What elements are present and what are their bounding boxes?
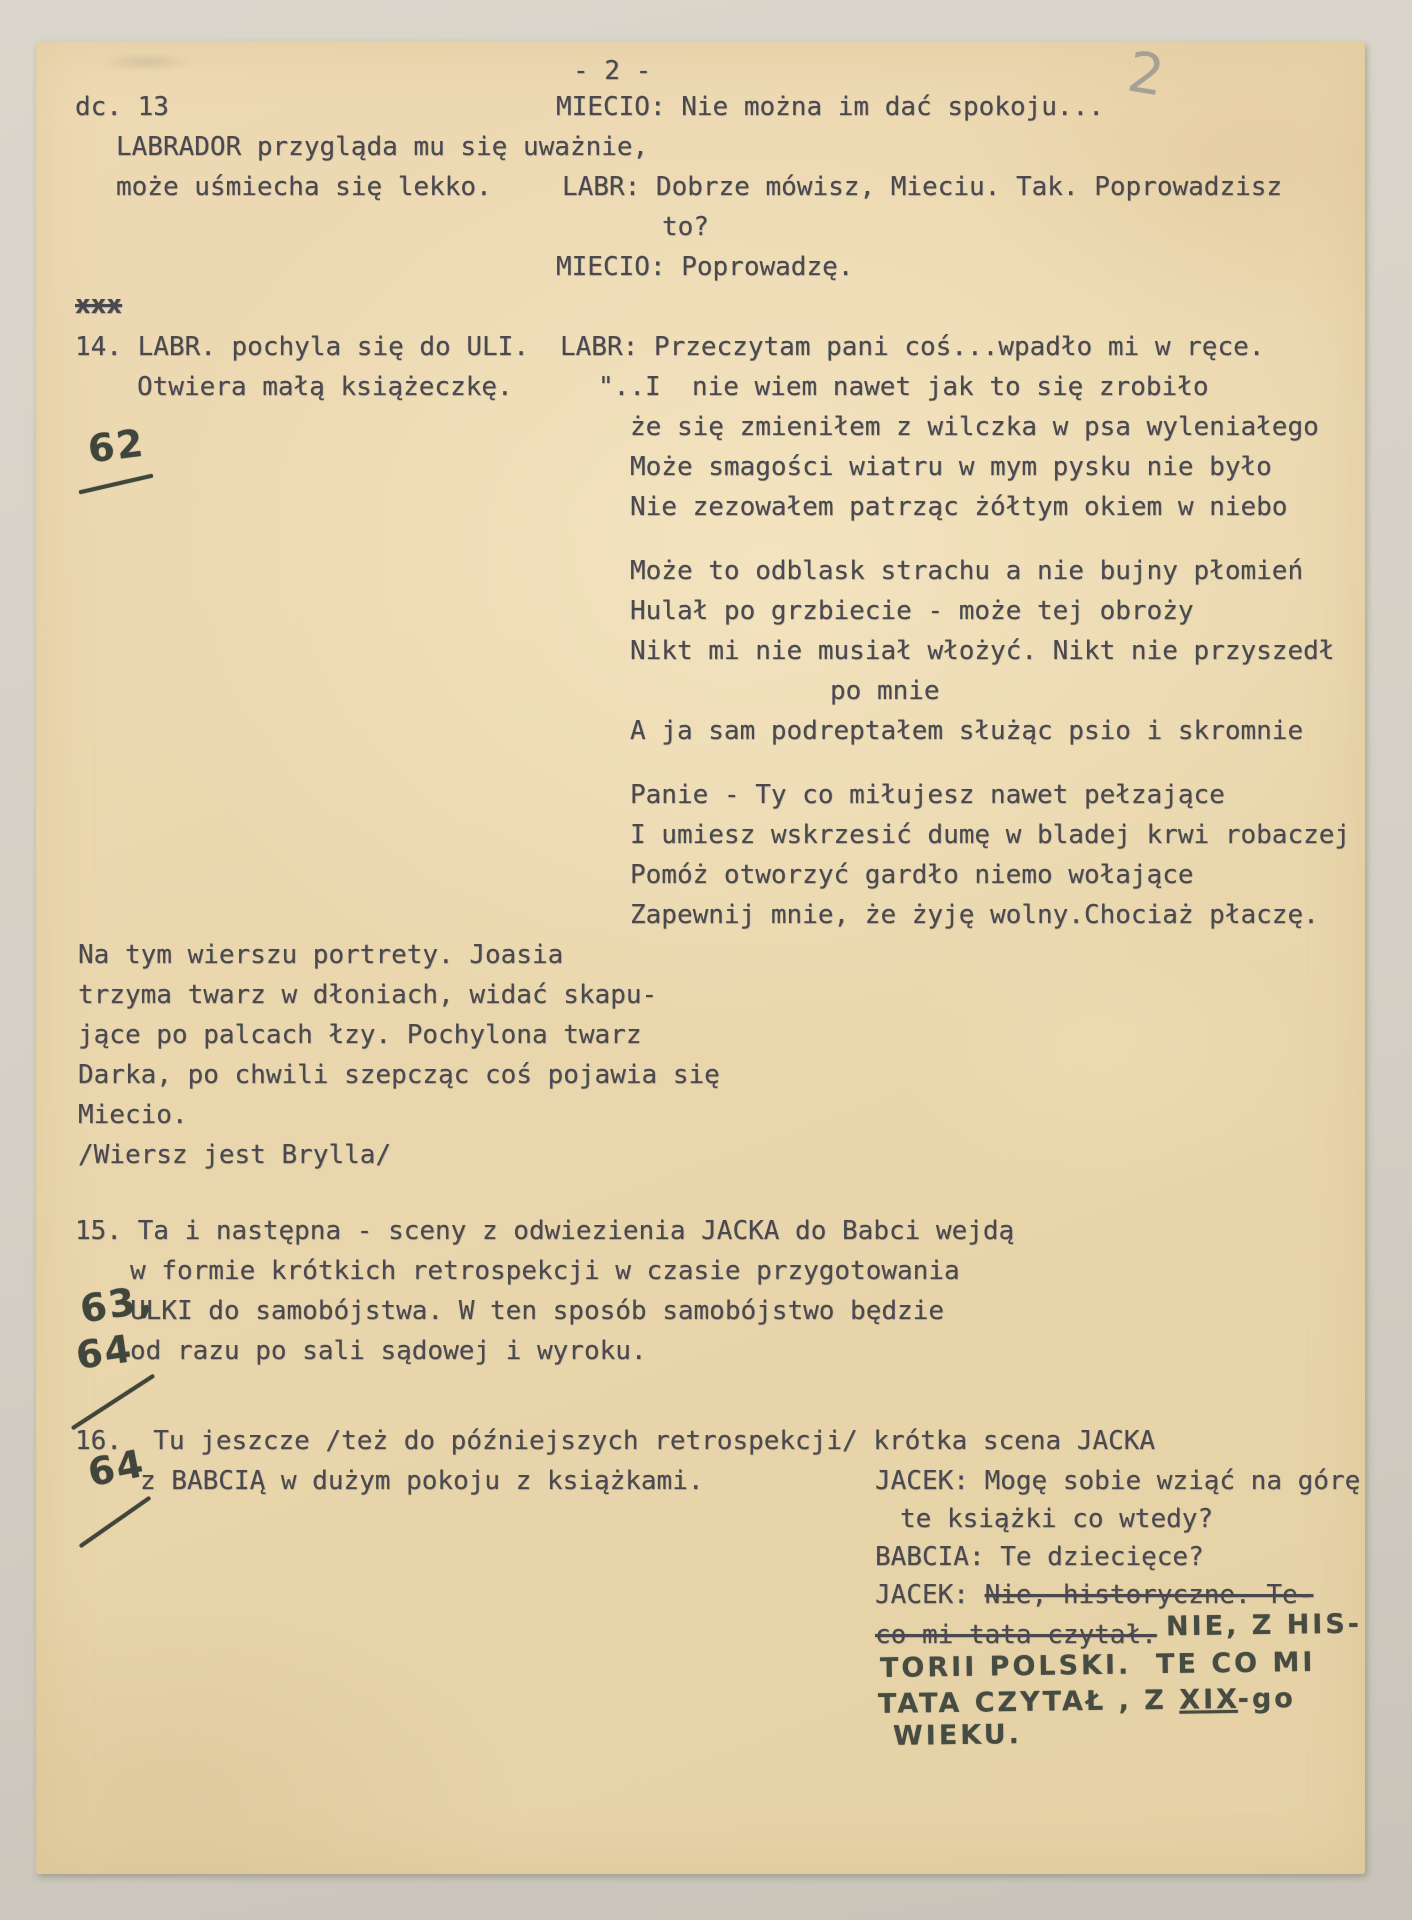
dialogue-line: to? (662, 212, 709, 242)
script-page-paper (36, 39, 1365, 1874)
strikethrough-text: co mi tata czytał. (875, 1620, 1157, 1650)
narration-line: Miecio. (78, 1100, 188, 1130)
scene-15-line: ULKI do samobójstwa. W ten sposób samobójstwo będzie (130, 1296, 944, 1326)
dialogue-line: JACEK: Mogę sobie wziąć na górę (875, 1466, 1361, 1496)
page-number: - 2 - (573, 56, 652, 86)
poem-line: I umiesz wskrzesić dumę w bladej krwi robaczej (630, 820, 1351, 850)
scene-15-line: od razu po sali sądowej i wyroku. (130, 1336, 647, 1366)
margin-note-64b: 64 (84, 1440, 149, 1496)
poem-line: Hulał po grzbiecie - może tej obroży (630, 596, 1194, 626)
poem-line: Pomóż otworzyć gardło niemo wołające (630, 860, 1194, 890)
poem-line: Nie zezowałem patrząc żółtym okiem w niebo (630, 492, 1288, 522)
dialogue-speaker: JACEK: (875, 1580, 985, 1610)
handwritten-text: TATA CZYTAŁ , Z (877, 1684, 1180, 1720)
handwritten-correction-line2: TORII POLSKI. TE CO MI (879, 1646, 1316, 1685)
dialogue-line: MIECIO: Nie można im dać spokoju... (556, 92, 1104, 122)
strikethrough-text: Nie, historyczne. Te- (984, 1580, 1314, 1610)
narration-line: jące po palcach łzy. Pochylona twarz (78, 1020, 642, 1050)
poem-line: Może smagości wiatru w mym pysku nie było (630, 452, 1272, 482)
narration-line: /Wiersz jest Brylla/ (78, 1140, 392, 1170)
margin-note-63: 63, (77, 1276, 157, 1332)
poem-line: że się zmieniłem z wilczka w psa wyleniałego (630, 412, 1319, 442)
scene-16-line: z BABCIĄ w dużym pokoju z książkami. (140, 1466, 704, 1496)
action-line: może uśmiecha się lekko. (116, 172, 492, 202)
pen-underline (79, 1496, 152, 1549)
action-line: LABRADOR przygląda mu się uważnie, (116, 132, 649, 162)
scene-16-line: 16. Tu jeszcze /też do późniejszych retrospekcji/ krótka scena JACKA (75, 1426, 1156, 1456)
scene-14-action: Otwiera małą książeczkę. (137, 372, 513, 402)
dialogue-line: LABR: Dobrze mówisz, Mieciu. Tak. Poprowadzisz (562, 172, 1283, 202)
pencil-page-number: 2 (1123, 39, 1169, 110)
handwritten-correction-line4: WIEKU. (892, 1719, 1023, 1752)
narration-line: Na tym wierszu portrety. Joasia (78, 940, 564, 970)
pen-underline (79, 474, 154, 495)
scene-13-label: dc. 13 (75, 92, 169, 122)
pen-underline (71, 1374, 155, 1431)
dialogue-line: te książki co wtedy? (900, 1504, 1214, 1534)
narration-line: trzyma twarz w dłoniach, widać skapu- (78, 980, 658, 1010)
handwritten-correction-line3 (878, 1683, 1296, 1720)
poem-line: Zapewnij mnie, że żyję wolny.Chociaż płaczę. (630, 900, 1319, 930)
dialogue-line: BABCIA: Te dziecięce? (875, 1542, 1204, 1572)
poem-line: Może to odblask strachu a nie bujny płomień (630, 556, 1304, 586)
deleted-marker: xxx (75, 290, 122, 320)
dialogue-line: LABR: Przeczytam pani coś...wpadło mi w ręce. (560, 332, 1265, 362)
scene-14-action: 14. LABR. pochyla się do ULI. (75, 332, 529, 362)
poem-line: A ja sam podreptałem służąc psio i skromnie (630, 716, 1304, 746)
handwritten-text-underlined: XIX (1179, 1683, 1238, 1716)
handwritten-correction-line1: NIE, Z HIS- (1165, 1608, 1363, 1643)
scene-15-line: w formie krótkich retrospekcji w czasie przygotowania (130, 1256, 960, 1286)
dialogue-line-strikethrough (875, 1581, 1313, 1609)
scene-15-line: 15. Ta i następna - sceny z odwiezienia JACKA do Babci wejdą (75, 1216, 1015, 1246)
narration-line: Darka, po chwili szepcząc coś pojawia się (78, 1060, 720, 1090)
margin-note-62: 62 (85, 420, 148, 472)
poem-line: Panie - Ty co miłujesz nawet pełzające (630, 780, 1225, 810)
poem-line: "..I nie wiem nawet jak to się zrobiło (598, 372, 1209, 402)
handwritten-text: -go (1237, 1683, 1297, 1715)
margin-note-64: 64 (73, 1326, 136, 1378)
poem-line: po mnie (830, 676, 940, 706)
dialogue-line: MIECIO: Poprowadzę. (556, 252, 854, 282)
poem-line: Nikt mi nie musiał włożyć. Nikt nie przyszedł (630, 636, 1335, 666)
